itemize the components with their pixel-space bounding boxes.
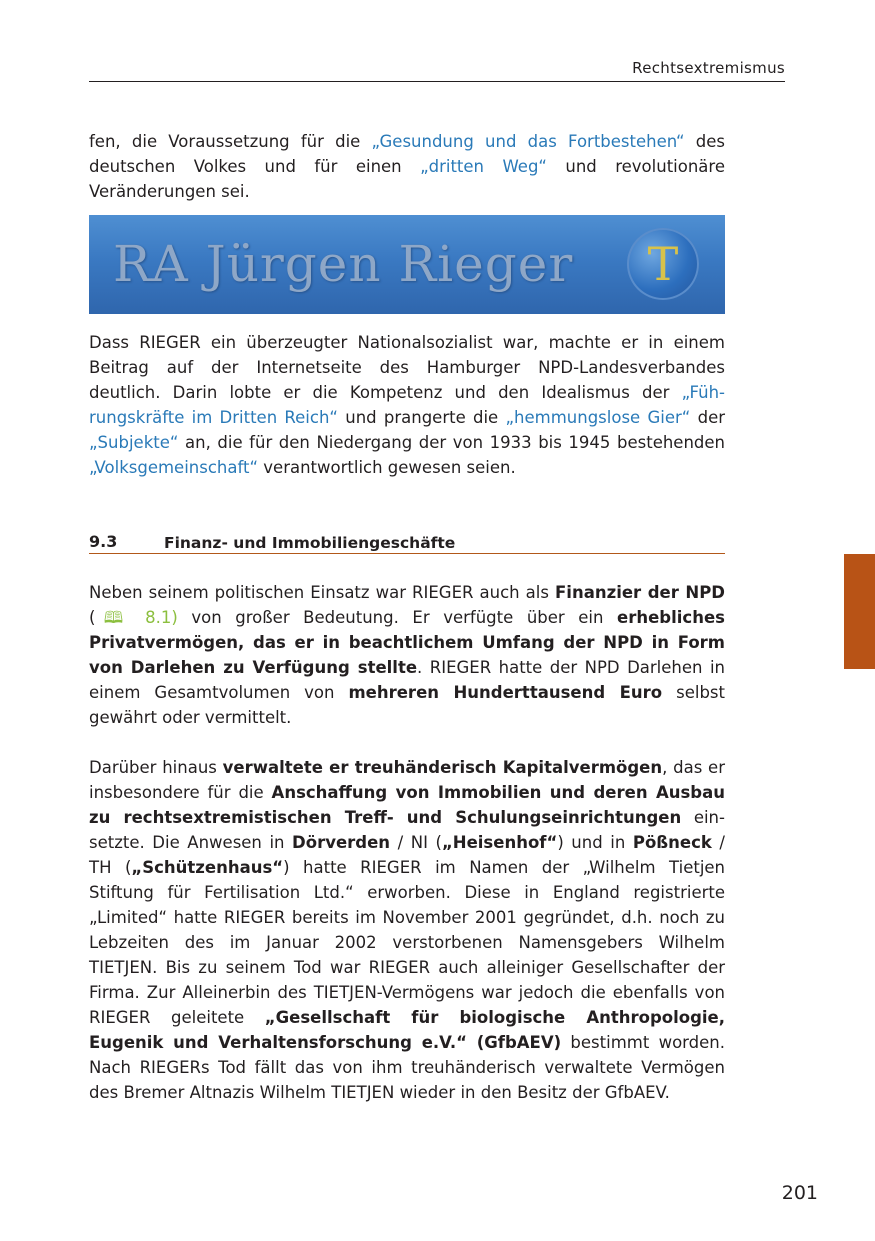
intro-paragraph [89, 129, 725, 204]
p3-text-4: / NI ( [390, 833, 442, 852]
section-heading [89, 530, 725, 554]
paragraph-3 [89, 755, 725, 1105]
intro-quote-2: „dritten Weg“ [420, 157, 547, 176]
p3-bold-6: „Schützenhaus“ [131, 858, 284, 877]
intro-text-1: fen, die Voraussetzung für die [89, 132, 372, 151]
p3-text-8: bestimmt worden. Nach RIEGERs Tod fällt das von ihm treuhänderisch verwaltete Vermögen des Bremer Altnazis Wilhelm TIETJEN wieder in den Besitz der GfbAEV. [89, 1033, 725, 1102]
p3-bold-2: Anschaffung von Immobilien und deren Ausbau zu rechtsextremistischen Treff- und Schulungseinrichtungen [89, 783, 725, 827]
p2-text-1: Neben seinem politischen Einsatz war RIEGER auch als [89, 583, 556, 602]
p3-text-1: Darüber hinaus [89, 758, 223, 777]
p2-text-4: . RIEGER hatte der NPD Darlehen in einem Gesamtvolumen von [89, 658, 725, 702]
p3-bold-5: Pößneck [632, 833, 712, 852]
paragraph-2 [89, 580, 725, 730]
banner-text: RA Jürgen Rieger [113, 235, 574, 293]
p1-quote-1: „Führungskräfte im Dritten Reich“ [89, 383, 725, 427]
page-number: 201 [781, 1182, 818, 1204]
p3-text-3: einsetzte. Die Anwesen in [89, 808, 725, 852]
section-title: Finanz- und Immobiliengeschäfte [164, 534, 456, 552]
p3-bold-4: „Heisenhof“ [441, 833, 558, 852]
p2-bold-2: erhebliches Privatvermögen, das er in beachtlichem Umfang der NPD in Form von Darlehen zu Verfügung stellte [89, 608, 725, 677]
p2-bold-3: mehreren Hunderttausend Euro [348, 683, 663, 702]
p2-bold-1: Finanzier der NPD [555, 583, 726, 602]
intro-text-3: und revolutionäre Veränderungen sei. [89, 157, 725, 201]
banner-logo-letter: T [647, 237, 679, 291]
p3-bold-1: verwaltete er treuhänderisch Kapitalvermögen [222, 758, 663, 777]
p1-quote-2: „hemmungslose Gier“ [505, 408, 691, 427]
intro-text-2: des deutschen Volkes und für einen [89, 132, 725, 176]
p3-text-6: / TH ( [89, 833, 725, 877]
p1-text-4: an, die für den Niedergang der von 1933 bis 1945 bestehenden [178, 433, 725, 452]
p2-text-2: ( [89, 608, 96, 627]
p1-quote-4: „Volksgemeinschaft“ [89, 458, 259, 477]
p3-text-7: ) hatte RIEGER im Namen der „Wilhelm Tietjen Stiftung für Fertilisation Ltd.“ erworben. Diese in England registrierte „Limited“ hatte RIEGER bereits im November 2001 gegründet, d.h. noch zu Lebzeiten des im Januar 2002 verstorbenen Namensgebers Wilhelm TIETJEN. Bis zu seinem Tod war RIEGER auch alleiniger Gesellschafter der Firma. Zur Alleinerbin des TIETJEN-Vermögens war jedoch die ebenfalls von RIEGER geleitete [89, 858, 726, 1027]
running-head [89, 57, 785, 82]
section-number: 9.3 [89, 532, 118, 551]
p3-bold-7: „Gesellschaft für biologische Anthropologie, Eugenik und Verhaltensforschung e.V.“ (GfbAEV) [89, 1008, 726, 1052]
p2-reference-link[interactable]: 🕮 8.1) [95, 608, 178, 627]
p1-text-3: der [690, 408, 725, 427]
p1-text-5: verantwortlich gewesen seien. [258, 458, 516, 477]
p3-bold-3: Dörverden [292, 833, 391, 852]
chapter-tab [844, 554, 875, 669]
p1-text-2: und prangerte die [337, 408, 506, 427]
p1-text-1: Dass RIEGER ein überzeugter Nationalsozialist war, machte er in einem Beitrag auf der Internetseite des Hamburger NPD-Landesverbandes deutlich. Darin lobte er die Kompetenz und den Idealismus der [89, 333, 725, 402]
running-title: Rechtsextremismus [632, 59, 785, 77]
p2-text-5: selbst gewährt oder vermittelt. [89, 683, 725, 727]
intro-quote-1: „Gesundung und das Fortbestehen“ [371, 132, 685, 151]
p3-text-2: , das er insbesondere für die [89, 758, 725, 802]
paragraph-1 [89, 330, 725, 480]
banner-logo [627, 228, 699, 300]
p2-text-3: von großer Bedeutung. Er verfügte über ein [177, 608, 618, 627]
p3-text-5: ) und in [557, 833, 633, 852]
p1-quote-3: „Subjekte“ [89, 433, 179, 452]
